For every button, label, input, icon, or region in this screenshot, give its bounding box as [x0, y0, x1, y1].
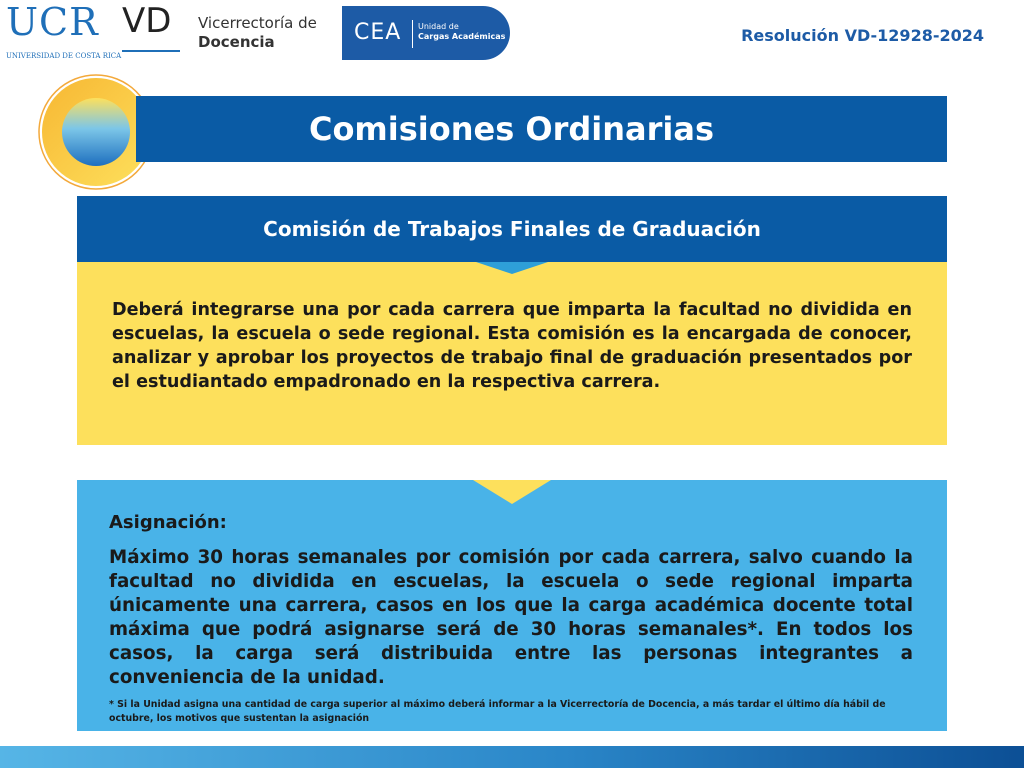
- cea-logo-subtitle: [418, 22, 505, 43]
- down-arrow-icon: [476, 262, 548, 274]
- assignment-footnote: * Si la Unidad asigna una cantidad de carga superior al máximo deberá informar a la Vicerrectoría de Docencia, a más tardar el último día hábil de octubre, los motivos que sustentan la asignación: [109, 699, 886, 724]
- section-heading: Comisión de Trabajos Finales de Graduación: [263, 217, 761, 241]
- assignment-label: Asignación:: [109, 512, 227, 533]
- vicerrectoria-label: [198, 14, 317, 52]
- vd-logo-text: VD: [122, 1, 172, 41]
- cea-logo-divider: [412, 20, 413, 48]
- cea-sub-line2: Cargas Académicas: [418, 32, 506, 42]
- title-band: [136, 96, 947, 162]
- cea-logo: [342, 6, 510, 60]
- yellow-arrow-icon: [473, 480, 551, 504]
- ucr-logo-subtitle: UNIVERSIDAD DE COSTA RICA: [6, 52, 122, 60]
- cea-logo-text: CEA: [354, 20, 402, 45]
- description-box: [77, 262, 947, 445]
- resolution-number: Resolución VD-12928-2024: [741, 26, 984, 45]
- assignment-text: Máximo 30 horas semanales por comisión por cada carrera, salvo cuando la facultad no dividida en escuelas, la escuela o sede regional imparta únicamente una carrera, casos en los que la carga académica docente total máxima que podrá asignarse será de 30 horas semanales*. En todos los casos, la carga será distribuida entre las personas integrantes a conveniencia de la unidad.: [109, 547, 913, 688]
- assignment-box: [77, 480, 947, 731]
- cea-sub-line1: Unidad de: [418, 22, 459, 31]
- section-heading-bar: [77, 196, 947, 262]
- footer-gradient-bar: [0, 746, 1024, 768]
- vd-logo: [122, 1, 184, 54]
- vd-logo-underline: [122, 50, 180, 52]
- description-text: Deberá integrarse una por cada carrera que imparta la facultad no dividida en escuelas, la escuela o sede regional. Esta comisión es la encargada de conocer, analizar y aprobar los proyectos de trabajo final de graduación presentados por el estudiantado empadronado en la respectiva carrera.: [112, 300, 912, 392]
- vicerrectoria-line2: Docencia: [198, 32, 275, 51]
- vicerrectoria-line1: Vicerrectoría de: [198, 14, 317, 32]
- ucr-logo: [6, 0, 122, 62]
- page-title: Comisiones Ordinarias: [308, 110, 715, 148]
- ucr-logo-text: UCR: [6, 0, 99, 44]
